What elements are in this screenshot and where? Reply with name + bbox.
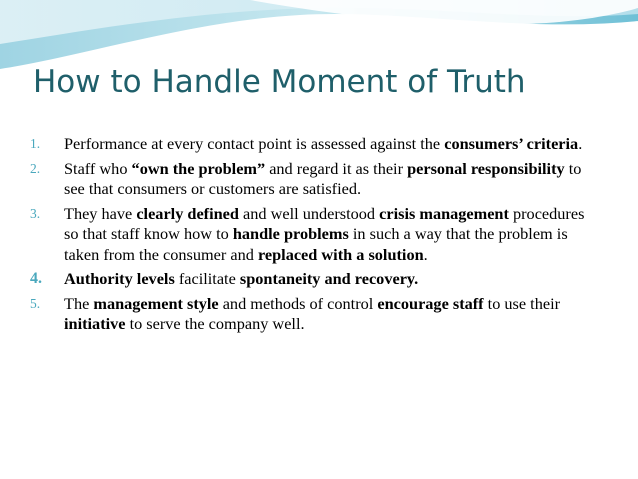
list-item-text: [64, 204, 600, 266]
text-run: and methods of control: [218, 293, 378, 313]
text-run: and well understood: [238, 203, 380, 223]
text-run: and regard it as their: [265, 158, 408, 178]
list-item: [30, 204, 600, 266]
list-item-number: 4.: [30, 270, 42, 287]
slide-title: How to Handle Moment of Truth: [33, 64, 526, 100]
list-item-number: 5.: [30, 295, 41, 311]
numbered-list: [30, 134, 600, 339]
bold-text-run: encourage staff: [377, 293, 484, 313]
list-item: [30, 294, 600, 335]
text-run: to use their: [483, 293, 561, 313]
bold-text-run: clearly defined: [136, 203, 239, 223]
bold-text-run: spontaneity and recovery.: [239, 269, 419, 288]
text-run: They have: [64, 203, 137, 223]
bold-text-run: personal responsibility: [407, 158, 565, 178]
bold-text-run: consumers’ criteria: [444, 134, 579, 153]
bold-text-run: “own the problem”: [131, 158, 266, 178]
bold-text-run: crisis management: [379, 203, 509, 223]
list-item-number: 1.: [30, 136, 41, 151]
text-run: The: [64, 293, 94, 313]
bold-text-run: replaced with a solution: [257, 244, 424, 264]
text-run: .: [578, 134, 583, 153]
list-item-number: 3.: [30, 205, 41, 221]
list-item-text: [64, 294, 600, 335]
text-run: Performance at every contact point is assessed against the: [64, 134, 445, 153]
text-run: Staff who: [64, 158, 132, 178]
list-item: [30, 159, 600, 200]
text-run: .: [423, 244, 428, 264]
list-item-number: 2.: [30, 160, 41, 176]
bold-text-run: initiative: [64, 314, 126, 333]
text-run: to see that consumers or customers are satisfied.: [64, 158, 582, 198]
bold-text-run: management style: [93, 293, 219, 313]
text-run: to serve the company well.: [125, 314, 305, 333]
list-item-text: [64, 269, 600, 290]
text-run: facilitate: [174, 269, 240, 288]
list-item-text: [64, 134, 600, 155]
text-run: in such a way that the problem is taken from the consumer and: [64, 224, 568, 264]
bold-text-run: handle problems: [232, 224, 349, 243]
list-item: [30, 134, 600, 155]
text-run: procedures so that staff know how to: [64, 203, 585, 243]
list-item: [30, 269, 600, 290]
bold-text-run: Authority levels: [64, 269, 175, 288]
list-item-text: [64, 159, 600, 200]
